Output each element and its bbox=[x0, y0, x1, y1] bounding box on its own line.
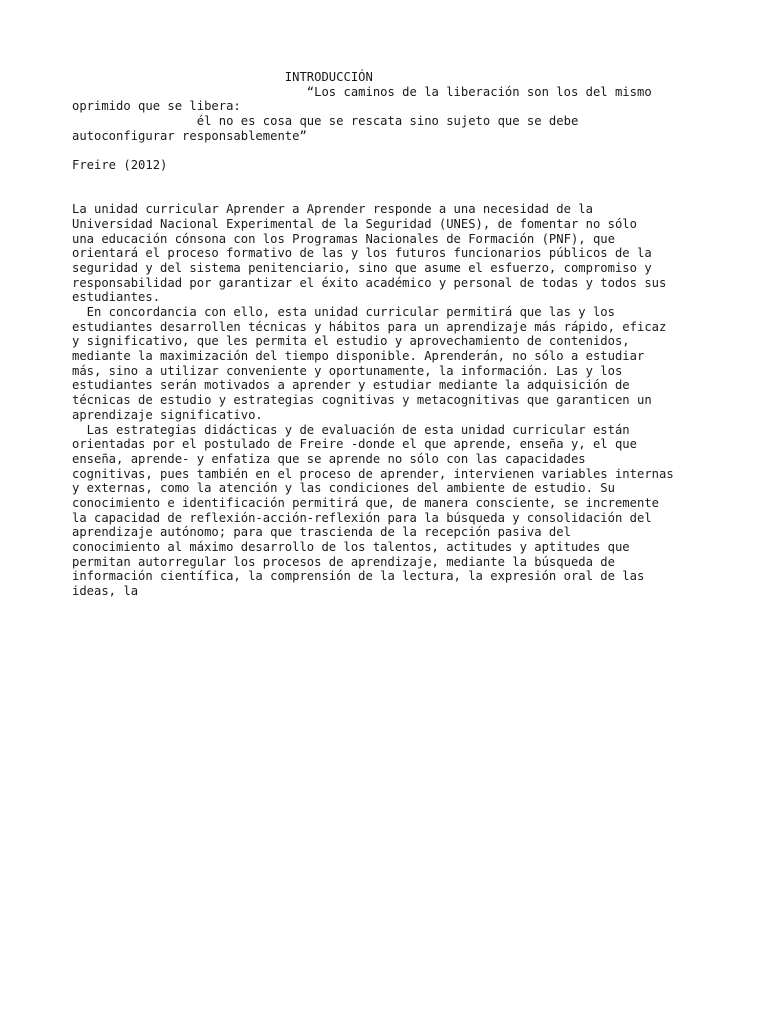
paragraph-1-line: orientará el proceso formativo de las y los futuros funcionarios públicos de la bbox=[72, 246, 652, 261]
paragraph-3-line: conocimiento al máximo desarrollo de los talentos, actitudes y aptitudes que bbox=[72, 540, 630, 554]
paragraph-1-line: Universidad Nacional Experimental de la Seguridad (UNES), de fomentar no sólo bbox=[72, 216, 637, 231]
paragraph-3-line: enseña, aprende- y enfatiza que se aprende no sólo con las capacidades bbox=[72, 451, 586, 466]
paragraph-3-line: y externas, como la atención y las condiciones del ambiente de estudio. Su bbox=[72, 481, 615, 496]
paragraph-2-line: y significativo, que les permita el estudio y aprovechamiento de contenidos, bbox=[72, 334, 630, 349]
epigraph-line-4: autoconfigurar responsablemente” bbox=[72, 128, 307, 143]
epigraph-attribution: Freire (2012) bbox=[72, 158, 168, 173]
paragraph-3-line: la capacidad de reflexión-acción-reflexión para la búsqueda y consolidación del bbox=[72, 510, 652, 525]
paragraph-3-line: permitan autorregular los procesos de aprendizaje, mediante la búsqueda de bbox=[72, 554, 615, 569]
epigraph-line-3: él no es cosa que se rescata sino sujeto que se debe bbox=[72, 114, 579, 129]
document-text bbox=[72, 70, 732, 599]
paragraph-3-line: ideas, la bbox=[72, 584, 139, 599]
paragraph-3-line: orientadas por el postulado de Freire -donde el que aprende, enseña y, el que bbox=[72, 437, 637, 452]
paragraph-2-line: más, sino a utilizar conveniente y oportunamente, la información. Las y los bbox=[72, 363, 623, 378]
paragraph-3-line: información científica, la comprensión de la lectura, la expresión oral de las bbox=[72, 569, 645, 584]
paragraph-3-line: conocimiento e identificación permitirá que, de manera consciente, se incremente bbox=[72, 495, 659, 510]
paragraph-1-line: La unidad curricular Aprender a Aprender responde a una necesidad de la bbox=[72, 202, 593, 217]
blank-line bbox=[72, 143, 732, 158]
paragraph-2-line: aprendizaje significativo. bbox=[72, 407, 263, 422]
paragraph-1-line: estudiantes. bbox=[72, 290, 161, 305]
blank-line bbox=[72, 173, 732, 188]
paragraph-2-line: estudiantes serán motivados a aprender y estudiar mediante la adquisición de bbox=[72, 378, 630, 393]
paragraph-2-line: estudiantes desarrollen técnicas y hábitos para un aprendizaje más rápido, eficaz bbox=[72, 319, 667, 334]
paragraph-1-line: responsabilidad por garantizar el éxito académico y personal de todas y todos sus bbox=[72, 275, 667, 290]
blank-line bbox=[72, 188, 732, 203]
epigraph-line-1: “Los caminos de la liberación son los del mismo bbox=[72, 84, 652, 99]
paragraph-2-line: técnicas de estudio y estrategias cognitivas y metacognitivas que garanticen un bbox=[72, 393, 652, 408]
epigraph-line-2: oprimido que se libera: bbox=[72, 99, 241, 114]
paragraph-1-line: seguridad y del sistema penitenciario, sino que asume el esfuerzo, compromiso y bbox=[72, 260, 652, 275]
paragraph-2-line: mediante la maximización del tiempo disponible. Aprenderán, no sólo a estudiar bbox=[72, 349, 645, 364]
paragraph-1-line: una educación cónsona con los Programas Nacionales de Formación (PNF), que bbox=[72, 231, 615, 246]
paragraph-2-line: En concordancia con ello, esta unidad curricular permitirá que las y los bbox=[72, 305, 615, 319]
heading-introduccion: INTRODUCCIÓN bbox=[72, 70, 373, 84]
paragraph-3-line: aprendizaje autónomo; para que trascienda de la recepción pasiva del bbox=[72, 525, 571, 540]
paragraph-3-line: cognitivas, pues también en el proceso de aprender, intervienen variables internas bbox=[72, 466, 674, 481]
paragraph-3-line: Las estrategias didácticas y de evaluación de esta unidad curricular están bbox=[72, 422, 630, 437]
